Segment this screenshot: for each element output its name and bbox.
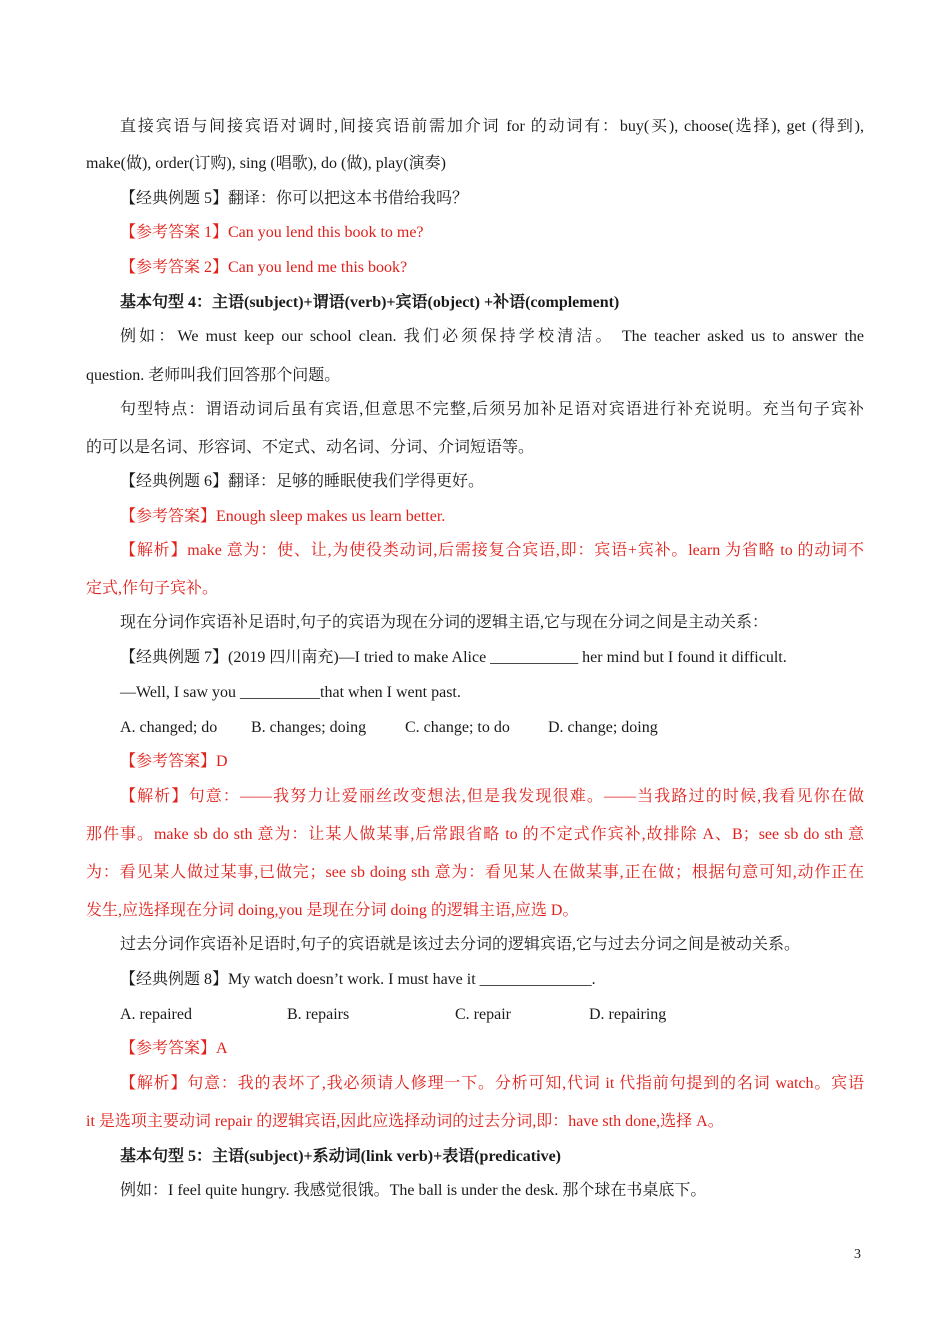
paragraph-line: 例如：We must keep our school clean. 我们必须保持学校清洁。 The teacher asked us to answer the — [120, 328, 864, 345]
analysis-text: 发生,应选择现在分词 doing,you 是现在分词 doing 的逻辑主语,应选 D。 — [86, 902, 579, 919]
paragraph-line: 直接宾语与间接宾语对调时,间接宾语前需加介词 for 的动词有：buy(买), choose(选择), get (得到), — [120, 118, 864, 135]
paragraph-line: 句型特点：谓语动词后虽有宾语,但意思不完整,后须另加补足语对宾语进行补充说明。充当句子宾补 — [120, 401, 864, 418]
analysis-text: 【解析】句意：——我努力让爱丽丝改变想法,但是我发现很难。——当我路过的时候,我看见你在做 — [120, 788, 864, 805]
paragraph-line: question. 老师叫我们回答那个问题。 — [86, 367, 341, 384]
analysis-text: 【解析】句意：我的表坏了,我必须请人修理一下。分析可知,代词 it 代指前句提到的名词 watch。宾语 — [120, 1075, 864, 1092]
example-question: 【经典例题 6】翻译：足够的睡眠使我们学得更好。 — [120, 473, 485, 490]
reference-answer: 【参考答案 2】Can you lend me this book? — [120, 259, 408, 276]
reference-answer: 【参考答案 1】Can you lend this book to me? — [120, 224, 424, 241]
option-a: A. repaired — [120, 1006, 192, 1023]
analysis-text: 定式,作句子宾补。 — [86, 580, 219, 597]
analysis-text: it 是选项主要动词 repair 的逻辑宾语,因此应选择动词的过去分词,即：have sth done,选择 A。 — [86, 1113, 724, 1130]
example-question: —Well, I saw you __________that when I went past. — [120, 684, 461, 701]
paragraph-line: make(做), order(订购), sing (唱歌), do (做), play(演奏) — [86, 155, 446, 172]
reference-answer: 【参考答案】Enough sleep makes us learn better. — [120, 508, 446, 525]
option-c: C. change; to do — [405, 719, 510, 736]
analysis-text: 【解析】make 意为：使、让,为使役类动词,后需接复合宾语,即：宾语+宾补。learn 为省略 to 的动词不 — [120, 542, 864, 559]
paragraph-line: 的可以是名词、形容词、不定式、动名词、分词、介词短语等。 — [86, 439, 535, 456]
reference-answer: 【参考答案】D — [120, 753, 228, 770]
option-d: D. change; doing — [548, 719, 658, 736]
example-question: 【经典例题 5】翻译：你可以把这本书借给我吗？ — [120, 190, 469, 207]
paragraph-line: 现在分词作宾语补足语时,句子的宾语为现在分词的逻辑主语,它与现在分词之间是主动关系： — [120, 614, 769, 631]
option-c: C. repair — [455, 1006, 511, 1023]
analysis-text: 为：看见某人做过某事,已做完；see sb doing sth 意为：看见某人在做某事,正在做；根据句意可知,动作正在 — [86, 864, 864, 881]
section-heading: 基本句型 5：主语(subject)+系动词(link verb)+表语(predicative) — [120, 1148, 562, 1165]
page-number: 3 — [854, 1247, 861, 1262]
example-question: 【经典例题 8】My watch doesn’t work. I must have it ______________. — [120, 971, 596, 988]
option-b: B. changes; doing — [251, 719, 367, 736]
section-heading: 基本句型 4：主语(subject)+谓语(verb)+宾语(object) +补语(complement) — [120, 294, 620, 311]
example-question: 【经典例题 7】(2019 四川南充)—I tried to make Alice ___________ her mind but I found it difficult. — [120, 649, 787, 666]
option-d: D. repairing — [589, 1006, 667, 1023]
analysis-text: 那件事。make sb do sth 意为：让某人做某事,后常跟省略 to 的不定式作宾补,故排除 A、B；see sb do sth 意 — [86, 826, 864, 843]
option-a: A. changed; do — [120, 719, 218, 736]
paragraph-line: 例如：I feel quite hungry. 我感觉很饿。The ball is under the desk. 那个球在书桌底下。 — [120, 1182, 707, 1199]
reference-answer: 【参考答案】A — [120, 1040, 228, 1057]
option-b: B. repairs — [287, 1006, 350, 1023]
paragraph-line: 过去分词作宾语补足语时,句子的宾语就是该过去分词的逻辑宾语,它与过去分词之间是被动关系。 — [120, 936, 801, 953]
